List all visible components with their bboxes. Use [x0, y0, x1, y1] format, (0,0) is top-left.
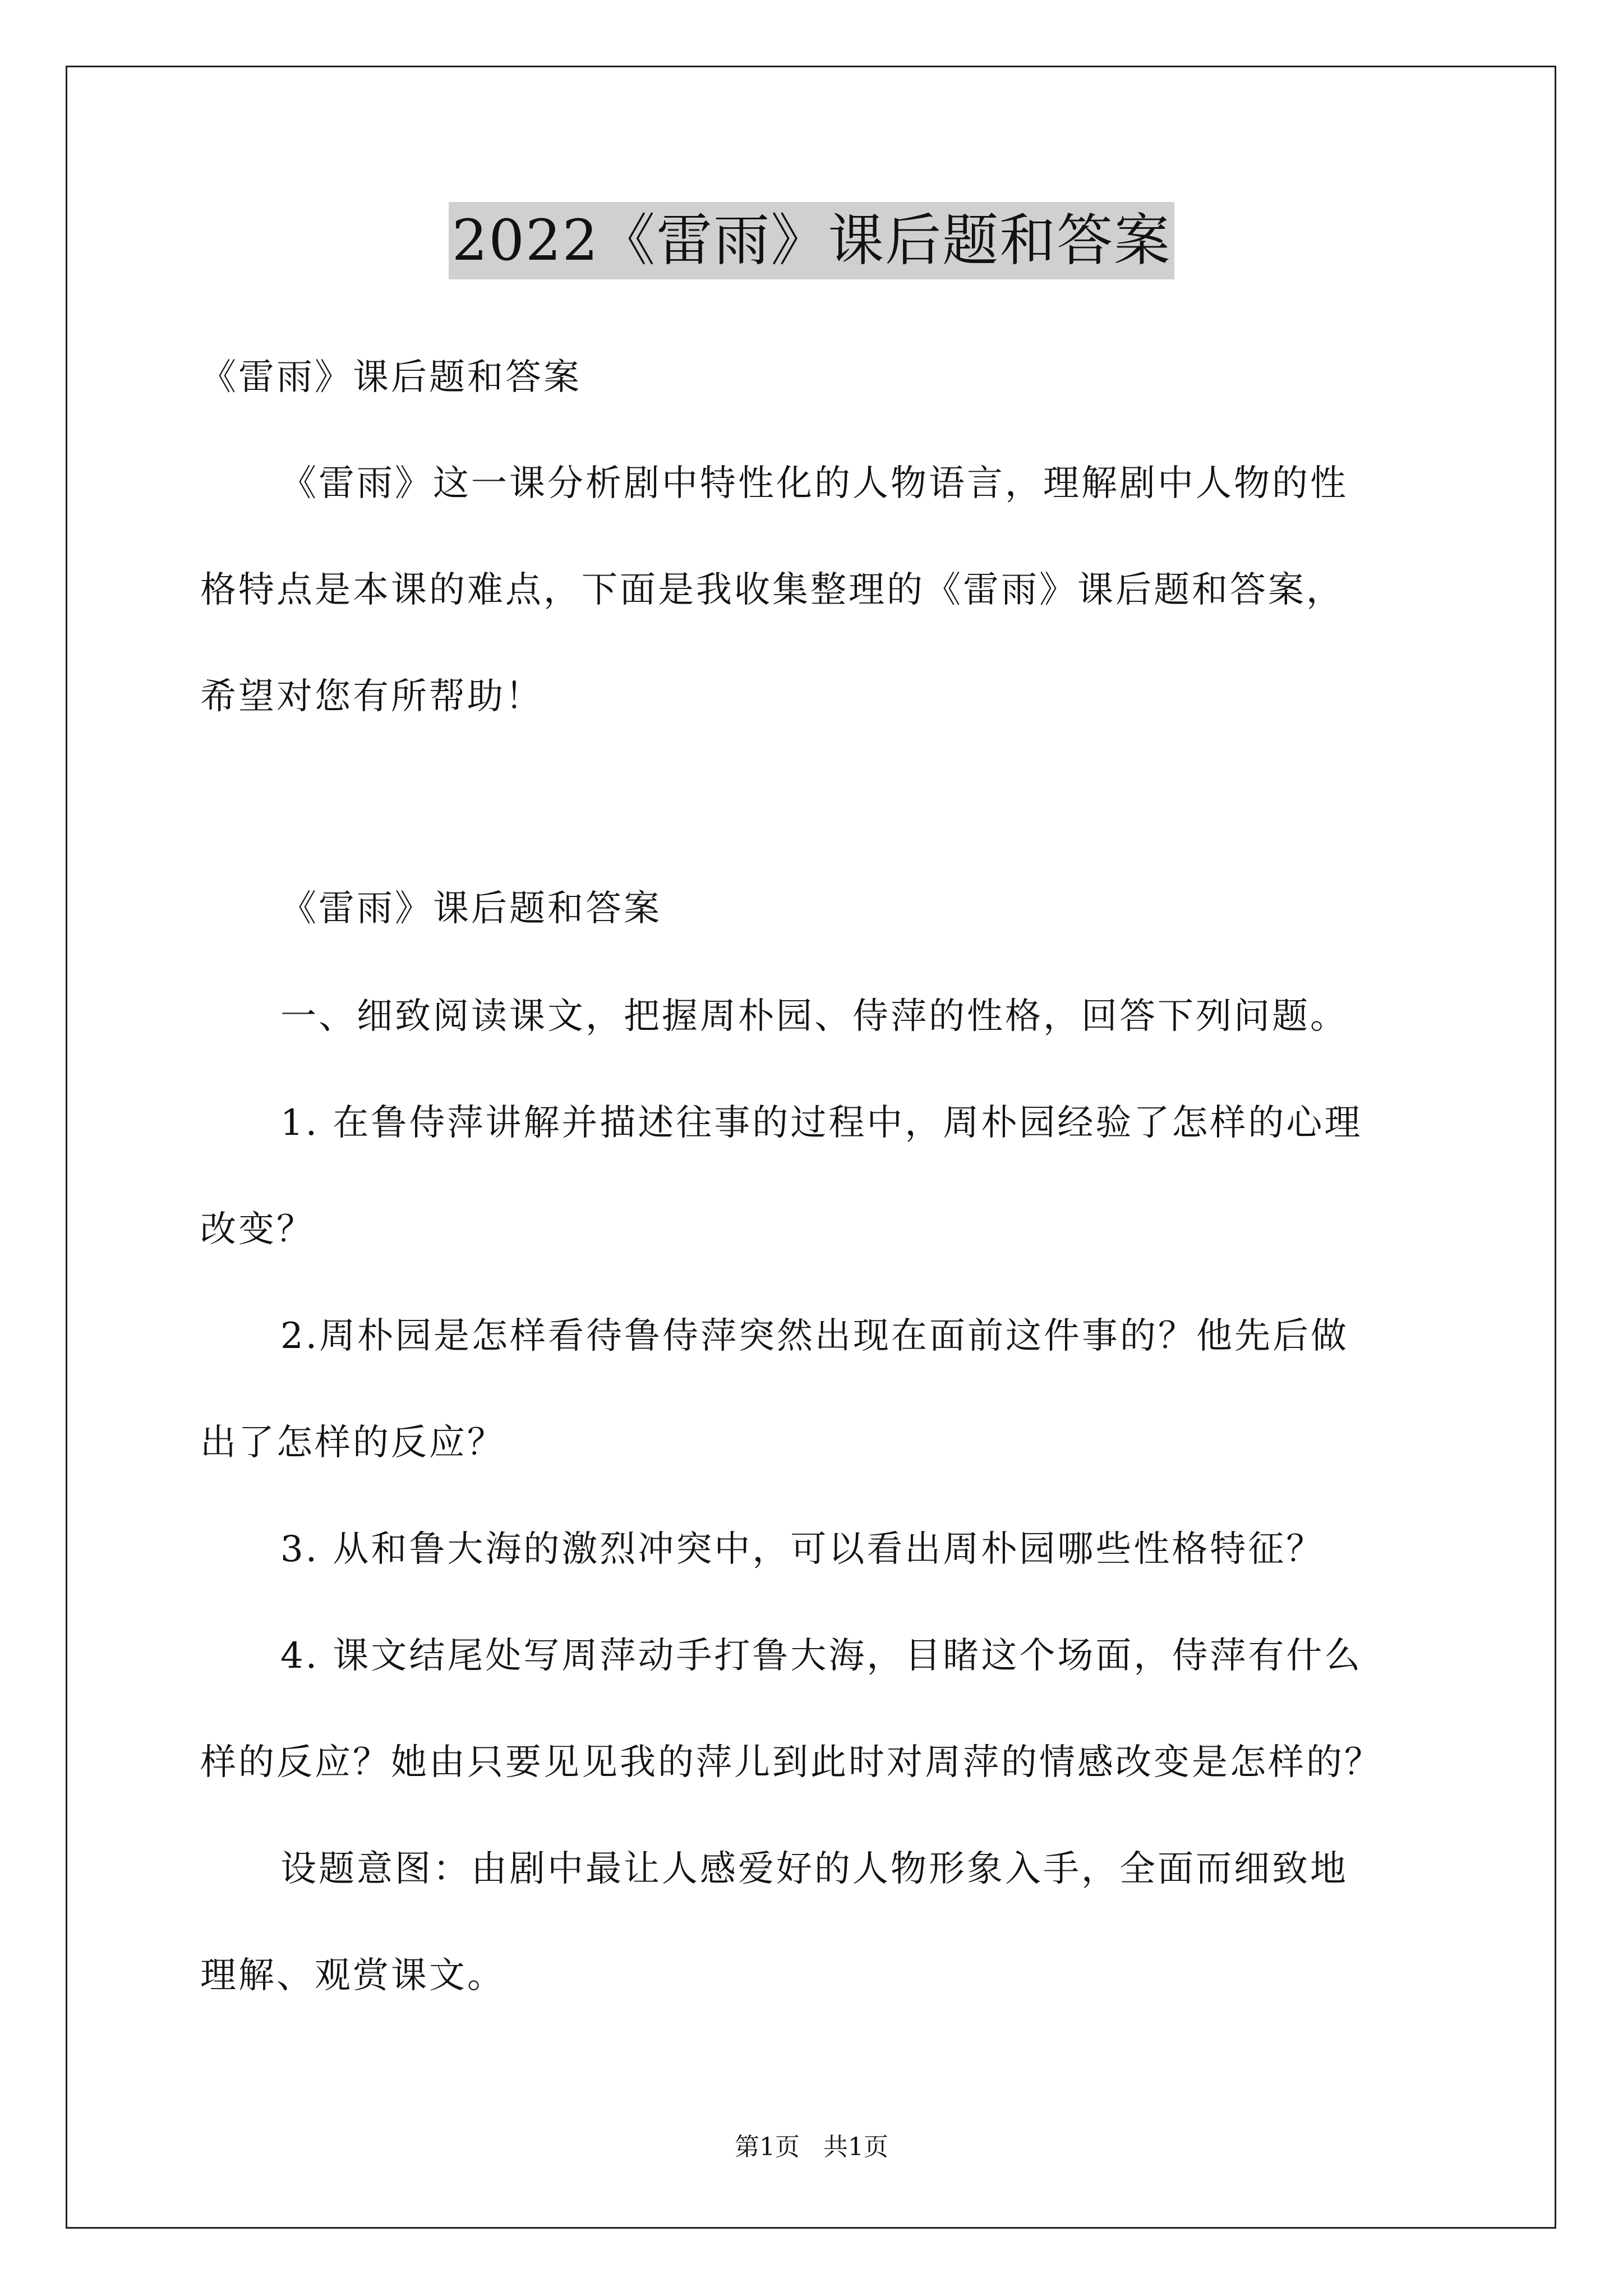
question-4-line-1: 4. 课文结尾处写周萍动手打鲁大海，目睹这个场面，侍萍有什么 — [280, 1635, 1363, 1677]
page-number: 第1页 — [735, 2133, 800, 2161]
question-1-line-2: 改变？ — [200, 1209, 315, 1250]
question-3-line-1: 3. 从和鲁大海的激烈冲突中，可以看出周朴园哪些性格特征？ — [280, 1529, 1325, 1570]
page-total: 共1页 — [823, 2133, 888, 2161]
intro-line-1: 《雷雨》这一课分析剧中特性化的人物语言，理解剧中人物的性 — [280, 463, 1348, 504]
question-heading: 一、细致阅读课文，把握周朴园、侍萍的性格，回答下列问题。 — [280, 996, 1348, 1037]
question-2-line-1: 2.周朴园是怎样看待鲁侍萍突然出现在面前这件事的？他先后做 — [280, 1315, 1349, 1357]
intent-line-1: 设题意图：由剧中最让人感爱好的人物形象入手，全面而细致地 — [280, 1848, 1348, 1890]
section-heading: 《雷雨》课后题和答案 — [280, 888, 662, 930]
question-2-line-2: 出了怎样的反应？ — [200, 1422, 505, 1464]
intent-line-2: 理解、观赏课文。 — [200, 1955, 505, 1996]
question-1-line-1: 1. 在鲁侍萍讲解并描述往事的过程中，周朴园经验了怎样的心理 — [280, 1102, 1363, 1144]
intro-line-2: 格特点是本课的难点，下面是我收集整理的《雷雨》课后题和答案， — [200, 569, 1344, 611]
document-title: 2022《雷雨》课后题和答案 — [449, 202, 1175, 279]
subtitle: 《雷雨》课后题和答案 — [200, 357, 582, 398]
title-container — [0, 202, 1623, 279]
page-footer — [0, 2132, 1623, 2163]
question-4-line-2: 样的反应？她由只要见见我的萍儿到此时对周萍的情感改变是怎样的？ — [200, 1742, 1382, 1783]
intro-line-3: 希望对您有所帮助！ — [200, 676, 543, 717]
